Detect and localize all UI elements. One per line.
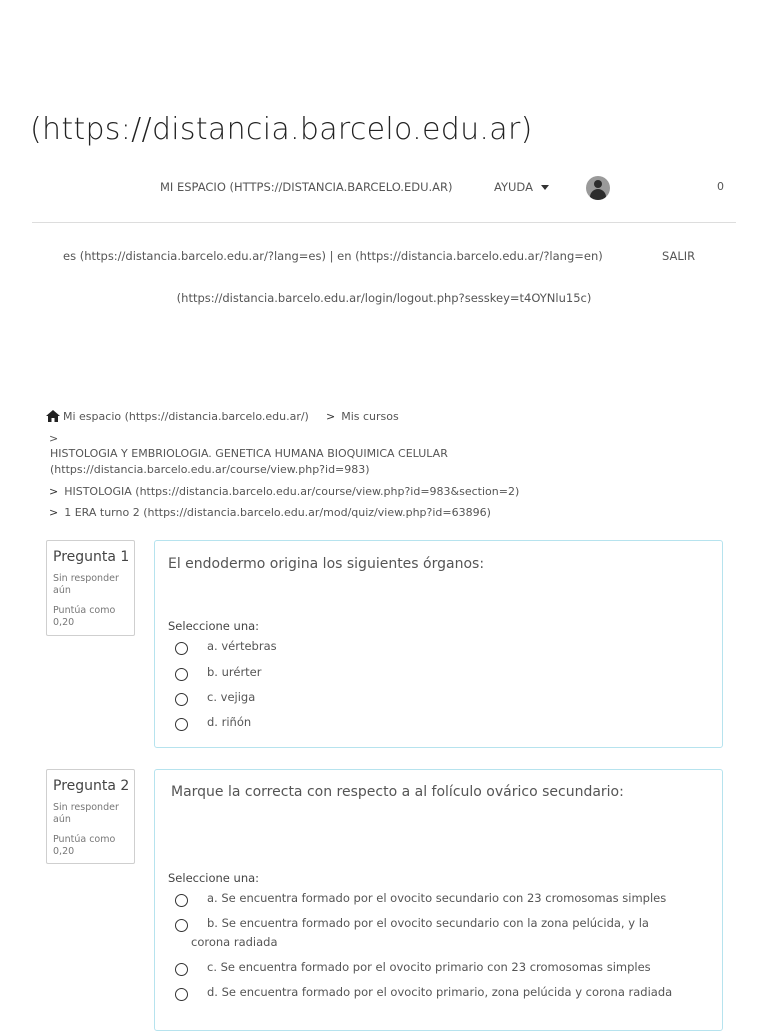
radio-button[interactable] bbox=[175, 894, 188, 907]
radio-button[interactable] bbox=[175, 988, 188, 1001]
language-links[interactable]: es (https://distancia.barcelo.edu.ar/?lang=es) | en (https://distancia.barcelo.edu.ar/?lang=en) bbox=[63, 249, 603, 263]
chevron-right-icon: > bbox=[49, 485, 59, 498]
chevron-right-icon: > bbox=[49, 506, 59, 519]
mi-espacio-link[interactable]: MI ESPACIO (HTTPS://DISTANCIA.BARCELO.EDU.AR) bbox=[160, 180, 453, 194]
ayuda-menu[interactable] bbox=[494, 180, 549, 194]
breadcrumb-mis-cursos[interactable] bbox=[326, 410, 399, 423]
option-label: a. Se encuentra formado por el ovocito secundario con 23 cromosomas simples bbox=[207, 891, 667, 905]
chevron-right-icon: > bbox=[49, 432, 59, 445]
question-number: Pregunta 2 bbox=[53, 778, 130, 794]
top-navigation bbox=[0, 178, 768, 198]
breadcrumb-quiz[interactable] bbox=[49, 506, 491, 519]
question-status: Sin responder aún bbox=[53, 573, 119, 596]
radio-button[interactable] bbox=[175, 919, 188, 932]
select-prompt: Seleccione una: bbox=[168, 871, 260, 885]
option-label: b. Se encuentra formado por el ovocito secundario con la zona pelúcida, y la corona radiada bbox=[191, 916, 649, 949]
breadcrumb-quiz-label: 1 ERA turno 2 (https://distancia.barcelo.edu.ar/mod/quiz/view.php?id=63896) bbox=[64, 506, 491, 519]
radio-button[interactable] bbox=[175, 718, 188, 731]
question-text: El endodermo origina los siguientes órganos: bbox=[168, 556, 485, 572]
radio-button[interactable] bbox=[175, 668, 188, 681]
caret-down-icon bbox=[541, 185, 549, 190]
option-label: d. riñón bbox=[207, 715, 252, 729]
radio-button[interactable] bbox=[175, 642, 188, 655]
breadcrumb-course[interactable]: HISTOLOGIA Y EMBRIOLOGIA. GENETICA HUMANA BIOQUIMICA CELULAR bbox=[50, 447, 448, 460]
question-content-1 bbox=[154, 540, 723, 748]
site-title[interactable]: (https://distancia.barcelo.edu.ar) bbox=[30, 112, 533, 147]
option-label: b. urérter bbox=[207, 665, 262, 679]
home-icon bbox=[46, 410, 60, 422]
select-prompt: Seleccione una: bbox=[168, 619, 260, 633]
notification-count[interactable]: 0 bbox=[717, 180, 724, 193]
breadcrumb-mis-cursos-label: Mis cursos bbox=[341, 410, 399, 423]
breadcrumb-course-url[interactable]: (https://distancia.barcelo.edu.ar/course/view.php?id=983) bbox=[50, 463, 370, 476]
option-label: d. Se encuentra formado por el ovocito primario, zona pelúcida y corona radiada bbox=[207, 985, 673, 999]
chevron-right-icon: > bbox=[326, 410, 336, 423]
question-info-1 bbox=[46, 540, 135, 636]
question-number: Pregunta 1 bbox=[53, 549, 130, 565]
ayuda-label: AYUDA bbox=[494, 180, 533, 194]
option-label: c. Se encuentra formado por el ovocito primario con 23 cromosomas simples bbox=[207, 960, 651, 974]
logout-link[interactable]: (https://distancia.barcelo.edu.ar/login/logout.php?sesskey=t4OYNlu15c) bbox=[176, 291, 592, 305]
salir-link[interactable]: SALIR bbox=[662, 249, 696, 263]
question-info-2 bbox=[46, 769, 135, 864]
breadcrumb-section-label: HISTOLOGIA (https://distancia.barcelo.edu.ar/course/view.php?id=983&section=2) bbox=[64, 485, 520, 498]
question-grade: Puntúa como 0,20 bbox=[53, 834, 116, 857]
radio-button[interactable] bbox=[175, 693, 188, 706]
question-grade: Puntúa como 0,20 bbox=[53, 605, 116, 628]
question-status: Sin responder aún bbox=[53, 802, 119, 825]
option-label: c. vejiga bbox=[207, 690, 256, 704]
question-content-2 bbox=[154, 769, 723, 1031]
header-divider bbox=[32, 222, 736, 223]
breadcrumb-home[interactable]: Mi espacio (https://distancia.barcelo.edu.ar/) bbox=[63, 410, 309, 423]
radio-button[interactable] bbox=[175, 963, 188, 976]
question-text: Marque la correcta con respecto a al folículo ovárico secundario: bbox=[171, 784, 624, 800]
option-label: a. vértebras bbox=[207, 639, 277, 653]
breadcrumb-section[interactable] bbox=[49, 485, 519, 498]
user-avatar[interactable] bbox=[586, 176, 610, 200]
